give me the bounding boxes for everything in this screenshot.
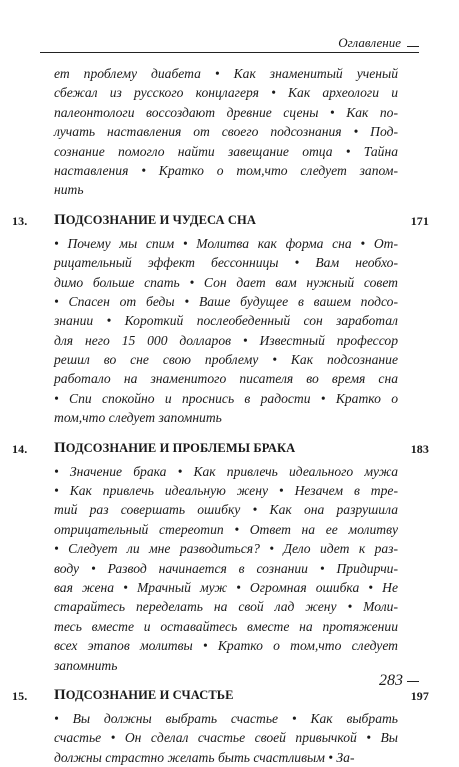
chapter-entry[interactable] [12,439,429,675]
chapter-page-number: 197 [410,688,429,703]
page-footer [379,672,419,690]
toc-line: воду • Развод начинается в сознании • Придирчи- [54,560,398,576]
toc-line: ет проблему диабета • Как знаменитый ученый [54,66,398,81]
toc-line: сознание помогло найти завещание отца • Тайна [54,143,398,159]
chapter-contents [54,709,398,767]
toc-line: работало на знаменитого писателя во время сна [54,371,398,387]
toc-line: димо больше спать • Сон дает вам нужный совет [54,274,398,290]
chapter-contents [54,234,398,428]
toc-line: • Следует ли мне разводиться? • Дело идет к раз- [54,541,398,557]
toc-line: старайтесь переделать на свой лад жену • Моли- [54,599,398,615]
toc-line: • Как привлечь идеальную жену • Незачем в тре- [54,483,398,499]
toc-line: палеонтологи воссоздают древние сцены • Как по- [54,104,398,120]
chapter-title [54,440,295,457]
header-title: Оглавление [338,35,401,50]
chapter-title-rest: ОДСОЗНАНИЕ И ПРОБЛЕМЫ БРАКА [65,440,296,455]
toc-line: • Значение брака • Как привлечь идеального мужа [54,463,398,479]
chapter-number: 14. [12,441,28,456]
toc-line: наставления • Кратко о том,что следует запом- [54,162,398,178]
running-header [40,32,419,53]
chapter-heading[interactable] [12,686,429,709]
intro-paragraph [54,64,398,200]
toc-line: рицательный эффект бессонницы • Вам необхо- [54,255,398,271]
toc-line: • Спасен от беды • Ваше будущее в вашем подсо- [54,293,398,309]
toc-line: отрицательный стереотип • Ответ на ее молитву [54,521,398,537]
chapter-list [12,211,429,767]
header-rule-tick [407,46,419,47]
toc-line: лучать наставления от своего подсознания • Под- [54,124,398,140]
toc-line: знании • Короткий послеобеденный сон заработал [54,313,398,329]
chapter-heading[interactable] [12,439,429,462]
toc-line: • Вы должны выбрать счастье • Как выбрать [54,710,398,726]
toc-line: вая жена • Мрачный муж • Огромная ошибка • Не [54,579,398,595]
toc-content [12,64,429,767]
chapter-page-number: 183 [410,441,429,456]
chapter-title-initial: П [54,686,66,703]
toc-line: решил во сне свою проблему • Как подсознание [54,352,398,368]
toc-line: • Почему мы спим • Молитва как форма сна • От- [54,235,398,251]
chapter-title-rest: ОДСОЗНАНИЕ И СЧАСТЬЕ [65,687,234,702]
toc-line: всех этапов молитвы • Кратко о том,что следует [54,638,398,654]
toc-line: нить [54,182,84,198]
chapter-title-initial: П [54,211,66,228]
chapter-heading[interactable] [12,211,429,234]
chapter-title [54,687,234,704]
chapter-page-number: 171 [410,213,429,228]
toc-line: сбежал из русского концлагеря • Как археологи и [54,85,398,101]
toc-line: том,что следует запомнить [54,410,222,426]
chapter-number: 15. [12,688,28,703]
chapter-number: 13. [12,213,28,228]
toc-line: • Спи спокойно и проснись в радости • Кратко о [54,390,398,406]
toc-line: должны страстно желать быть счастливым • За- [54,749,355,765]
toc-line: тесь вместе и оставайтесь вместе на протяжении [54,618,398,634]
chapter-contents [54,462,398,675]
chapter-title-rest: ОДСОЗНАНИЕ И ЧУДЕСА СНА [65,212,256,227]
chapter-entry[interactable] [12,211,429,428]
chapter-title-initial: П [54,439,66,456]
toc-line: для него 15 000 долларов • Известный профессор [54,332,398,348]
chapter-title [54,212,256,229]
toc-line: тий раз совершать ошибку • Как она разрушила [54,502,398,518]
chapter-entry[interactable] [12,686,429,767]
toc-line: счастье • Он сделал счастье своей привычкой • Вы [54,730,398,746]
footer-rule-tick [407,681,419,682]
page-number: 283 [379,672,403,689]
toc-line: запомнить [54,657,118,673]
